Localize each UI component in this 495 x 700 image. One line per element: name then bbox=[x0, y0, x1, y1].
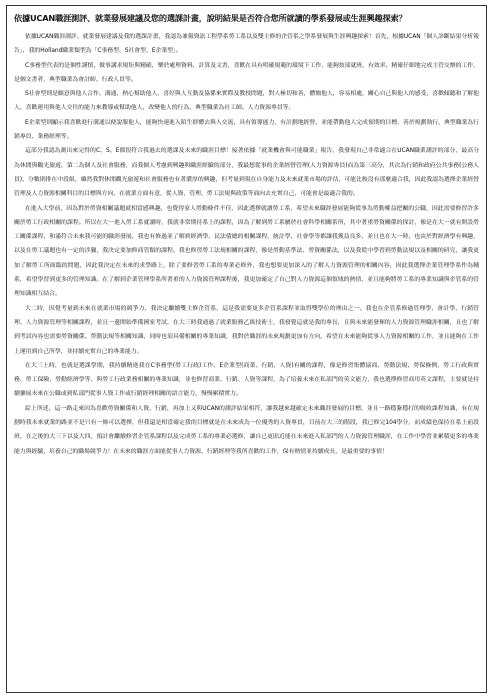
answer-sheet bbox=[6, 5, 487, 693]
question-heading: 依據UCAN職涯測評、就業發展建議及您的選課計畫，說明結果是否符合您所就讀的學系發展或生涯興趣探索？ bbox=[14, 13, 407, 23]
paragraph-5: 這部分我認為測出來完得的C、S、E都很符合我過去的選課及未來的職涯目標！接著依據「就業機會與可能職業」報告，我發現自己非常適合在UCAN職業測評的部分，最高分為休閒與觀光旅遊，第二為個人及社會服務，而我個人考慮到興趣與職涯經驗的部分，我最想從事的企業經營管理(人力資源專員)而為第三高分，其次為行銷和政府公共事務(公務人員)，分數則排在中段組，雖然我對休閒觀光旅遊和社會服務也有著濃厚的興趣，但考量到現在自身能力及未來就業市場的評估，可能比較沒有那麼適合我，因此我認為選擇企業經營管理及人力資源相關科目的目標與方向，在就業方面有意，從人資、管理、勞工法規與政策等面向去充實自己，可能會是最適合我的。 bbox=[14, 148, 479, 198]
paragraph-9: 綜上所述，這一路走來因為喜歡勞資關係和人資、行銷，再加上又與UCAN的測評結果相符，讓我越來越確定未來職涯發展的目標，並且一路穩紮穩打的吸收課程知識，有在規劃時我未來就業的路並不是只有一條可以選擇，但我還是相當確定我的目標就是在未來成為一位優秀的人資專員，目前在大三的階段，我已修完104學分，而成績也保持在系上前段班，在之後的大三下以及大四，預計會繼續修習企管系課程以及完成勞工系的專業必選修，讓自己更貼近能在未來進入私部門的人力資源管理職涯，在工作中學習並累積更多的專業能力與經驗，培養自己的職場競爭力！在未來的職涯方面能從事人力資源、行銷經理等我所喜歡的工作，保有熱情並持續成長，是最重要的事情！ bbox=[14, 405, 479, 455]
paragraph-6: 在進入大學前，因為對於勞資相關議題就相當感興趣，也覺得家人勞動條件不佳，因此選擇就讀勞工系，希望未來職涯發展能夠從事為勞動權益把關的公職，因此需要修習許多關於勞工行政相關的課程。所以在大一進入勞工系就讀時，我就非常期待系上的課程，因為了解到勞工系屬於社會科學相關系所，其中著重勞資關係的探討，像是在大一就有開設勞工關係課程、和滿符合未來我可能的職涯發展，我也有修過並了解到經濟學、民法債總的相關課程，統計學、社會學等都讓我獲益良多，並且也在大一時，也由於對經濟學有興趣，以及在勞工議題也有一定的涉獵，我決定要加修商管類的課程。我也修習勞工法規相關的課程，像是勞動基準法、勞資關係法，以及我從中學習到勞動法規以及相關的研究，讓我更加了解勞工所面臨的問題，因此我決定在未來的求學路上，除了要修習勞工系的專業必修外，我也想要更加深入的了解人力資源管理的相關內容，因此我選擇企業管理學系作為輔系，希望學習到更多的管理知識。在了解到企業管理學系所著重的人力資源管理課程後，我更加確定了自己對人力資源這個領域的熱情，並且能夠將勞工系的專業知識與企管系的管理知識相互結合。 bbox=[14, 205, 479, 298]
paragraph-2: C事務型代表的是個性謹慎，做事講求規矩與精確，樂於處理資料，計算及文書，喜歡在具有明確規範的環境下工作，能夠按部就班，有效率、精確仔細地完成主管交辦的工作，是個文書者，典型職業為會計師、行政人員等。 bbox=[14, 62, 479, 83]
paragraph-3: S社會型則是願意與他人合作、溝通、熱心幫助他人，喜好與人互動及協係來實際及教授問題，對人極切和善，體恤他人，容易相處，關心自己與他人的感受，喜歡傾聽和了解他人，喜歡運用與他人交往的能力來教導或幫助他人，改變他人的行為，典型職業為社工師、人力資源專員等。 bbox=[14, 91, 479, 112]
paragraph-1: 依據UCAN職涯測評、就業發展建議及我的選課計畫，我認為兼報資訊工程學系勞工系以及雙主修的企管系之學系發展與生涯興趣探索！首先，根據UCAN「個人診斷結果分析報告」，我的Holland職業類型為「C事務型、S社會型、E企業型」。 bbox=[14, 34, 479, 55]
paragraph-4: E企業型則顯示我喜歡進行溝通以便說服他人，能夠快速進入陌生群體去與人交流，具有領導能力，有計劃地經營、並能帶動他人完成預期的目標，善於規劃執行，典型職業為行銷專員、業務經理等。 bbox=[14, 119, 479, 141]
paragraph-8: 在大三上時，也就是選課學期，我持續精進我在C事務型(勞工行政)工作、E企業型(商業、行銷、人資)有關的課程，像是修習集體協商、勞動法規、勞保條例、勞工行政與實務、勞工保險，勞動經濟學等，與勞工行政業務相關的專業知識，並也修習商業、行銷、人資等課程，為了培養未來在私部門的英文能力，我也選擇修習商用英文課程，主要就是持續擴展未來在公職或到私部門從事人資工作或行銷經理相關的語言能力，慢慢累積實力。 bbox=[14, 362, 479, 398]
paragraph-7: 大二時，因覺考量到未來在就業市場的競爭力，我決定繼續雙主修企管系，這是我需要更多企管系課程並取得雙學位的理由之一。我也在企管系修過管理學、會計學、行銷管理、人力資源管理等相關課程，並且一邊開始準備國家考試，在大三時我通過了就業服務乙級技術士，我發覺這就是我的專長，且與未來能發揮的人力資源管理職涯相關，且也了解到考試內容也需要勞資關係、勞動法規等相關知識，同時也須具備相關的專業知識，我對於職涯的未來規劃更加有方向，希望在未來能夠從事人力資源相關的工作，並且能夠在工作上運用到自己所學，並持續充實自己的專業能力。 bbox=[14, 305, 479, 355]
